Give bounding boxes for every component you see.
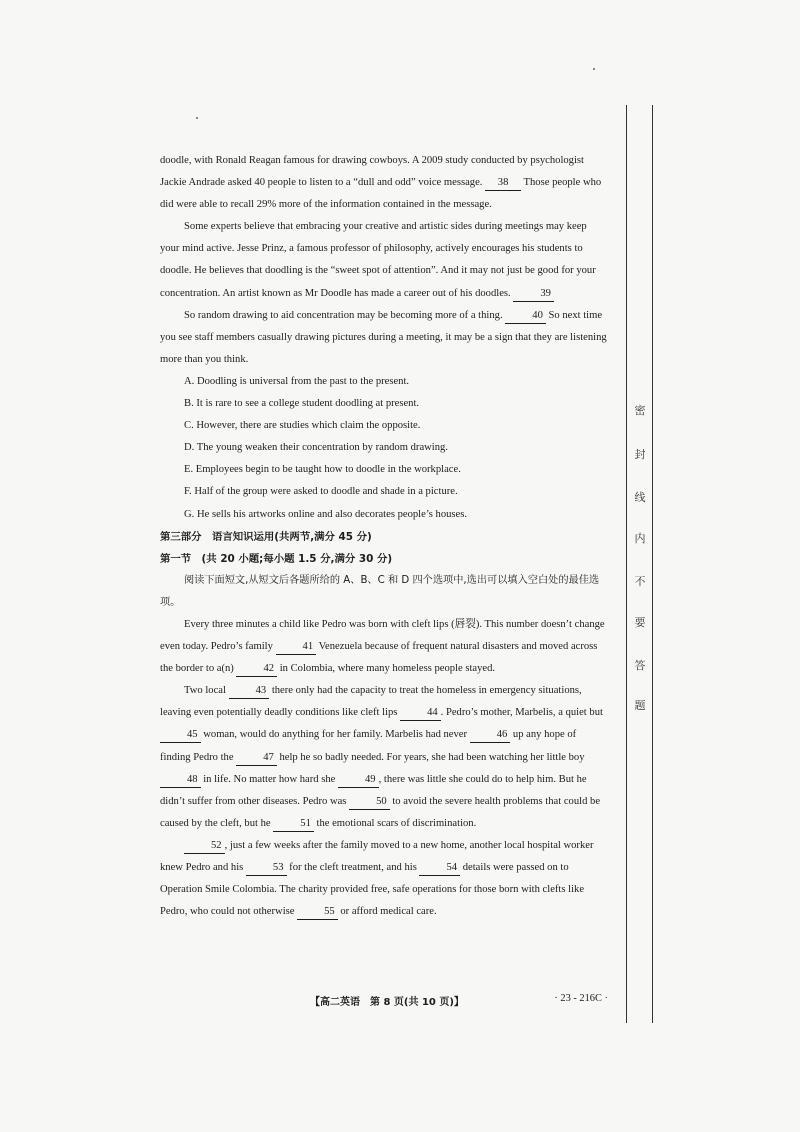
option-e: E. Employees begin to be taught how to doodle in the workplace. <box>184 464 461 476</box>
scan-speck <box>593 68 595 70</box>
page-footer <box>160 993 608 1011</box>
binding-margin-char: 线 <box>634 491 646 504</box>
binding-margin-char: 封 <box>634 448 646 461</box>
blank-38: 38 <box>485 175 521 191</box>
blank-49: 49 <box>338 772 379 788</box>
blank-47: 47 <box>236 750 277 766</box>
binding-margin-char: 答 <box>634 659 646 672</box>
blank-46: 46 <box>470 727 511 743</box>
option-c: C. However, there are studies which claim the opposite. <box>184 420 421 432</box>
option-g: G. He sells his artworks online and also decorates people’s houses. <box>184 508 468 520</box>
scan-speck <box>196 117 198 119</box>
blank-44: 44 <box>400 705 441 721</box>
blank-45: 45 <box>160 727 201 743</box>
blank-52: 52 <box>184 838 225 854</box>
cloze-paragraph: Two local 43 there only had the capacity to treat the homeless in emergency situations, leaving even potentially deadly conditions like cleft lips 44 . Pedro’s mother, Marbelis, a quiet but 45 woman, would do anything for her family. Marbelis had never 46 up any hope of finding Pedro the 47 help he so badly needed. For years, she had been watching her little boy 48 in life. No matter how hard she 49 , there was little she could do to help him. But he didn’t suffer from other diseases. Pedro was 50 to avoid the severe health problems that could be caused by the cleft, but he 51 the emotional scars of discrimination. <box>160 680 608 835</box>
option-f: F. Half of the group were asked to doodle and shade in a picture. <box>184 486 458 498</box>
option-a: A. Doodling is universal from the past to the present. <box>184 375 410 387</box>
section1-title: 第一节 (共 20 小题;每小题 1.5 分,满分 30 分) <box>160 552 393 565</box>
blank-43: 43 <box>229 683 270 699</box>
blank-40: 40 <box>505 308 546 324</box>
exam-code: · 23 - 216C · <box>554 993 608 1004</box>
blank-39: 39 <box>513 286 554 302</box>
binding-line-right <box>652 105 653 1023</box>
passage-paragraph: Some experts believe that embracing your creative and artistic sides during meetings may keep your mind active. Jesse Prinz, a famous professor of philosophy, actively encourages his students to doodle. He believes that doodling is the “sweet spot of attention”. And it may not just be good for your concentration. An artist known as Mr Doodle has made a career out of his doodles. 39 <box>160 216 608 304</box>
cloze-paragraph: Every three minutes a child like Pedro was born with cleft lips (唇裂). This number doesn’t change even today. Pedro’s family 41 Venezuela because of frequent natural disasters and moved across the border to a(n) 42 in Colombia, where many homeless people stayed. <box>160 614 608 680</box>
blank-41: 41 <box>276 639 317 655</box>
binding-margin-char: 不 <box>634 575 646 588</box>
binding-margin-char: 题 <box>634 699 646 712</box>
binding-margin-char: 密 <box>634 404 646 417</box>
blank-48: 48 <box>160 772 201 788</box>
passage-paragraph: So random drawing to aid concentration may be becoming more of a thing. 40 So next time you see staff members casually drawing pictures during a meeting, it may be a sign that they are listening more than you think. <box>160 309 607 365</box>
passage-paragraph: doodle, with Ronald Reagan famous for drawing cowboys. A 2009 study conducted by psychologist Jackie Andrade asked 40 people to listen to a “dull and odd” voice message. 38 Those people who did were able to recall 29% more of the information contained in the message. <box>160 155 602 211</box>
binding-margin-char: 内 <box>634 532 646 545</box>
binding-margin-char: 要 <box>634 616 646 629</box>
binding-line-left <box>626 105 627 1023</box>
option-b: B. It is rare to see a college student doodling at present. <box>184 398 420 410</box>
option-d: D. The young weaken their concentration by random drawing. <box>184 442 448 454</box>
blank-51: 51 <box>273 816 314 832</box>
page-number-label: 【高二英语 第 8 页(共 10 页)】 <box>310 997 464 1008</box>
blank-55: 55 <box>297 904 338 920</box>
cloze-paragraph: 52 , just a few weeks after the family moved to a new home, another local hospital worker knew Pedro and his 53 for the cleft treatment, and his 54 details were passed on to Operation Smile Colombia. The charity provided free, safe operations for those born with clefts like Pedro, who could not otherwise 55 or afford medical care. <box>160 835 608 923</box>
blank-53: 53 <box>246 860 287 876</box>
page-body <box>160 150 608 923</box>
instruction-text: 阅读下面短文,从短文后各题所给的 A、B、C 和 D 四个选项中,选出可以填入空白处的最佳选项。 <box>160 574 600 608</box>
part3-title: 第三部分 语言知识运用(共两节,满分 45 分) <box>160 530 372 543</box>
blank-42: 42 <box>236 661 277 677</box>
blank-54: 54 <box>419 860 460 876</box>
blank-50: 50 <box>349 794 390 810</box>
